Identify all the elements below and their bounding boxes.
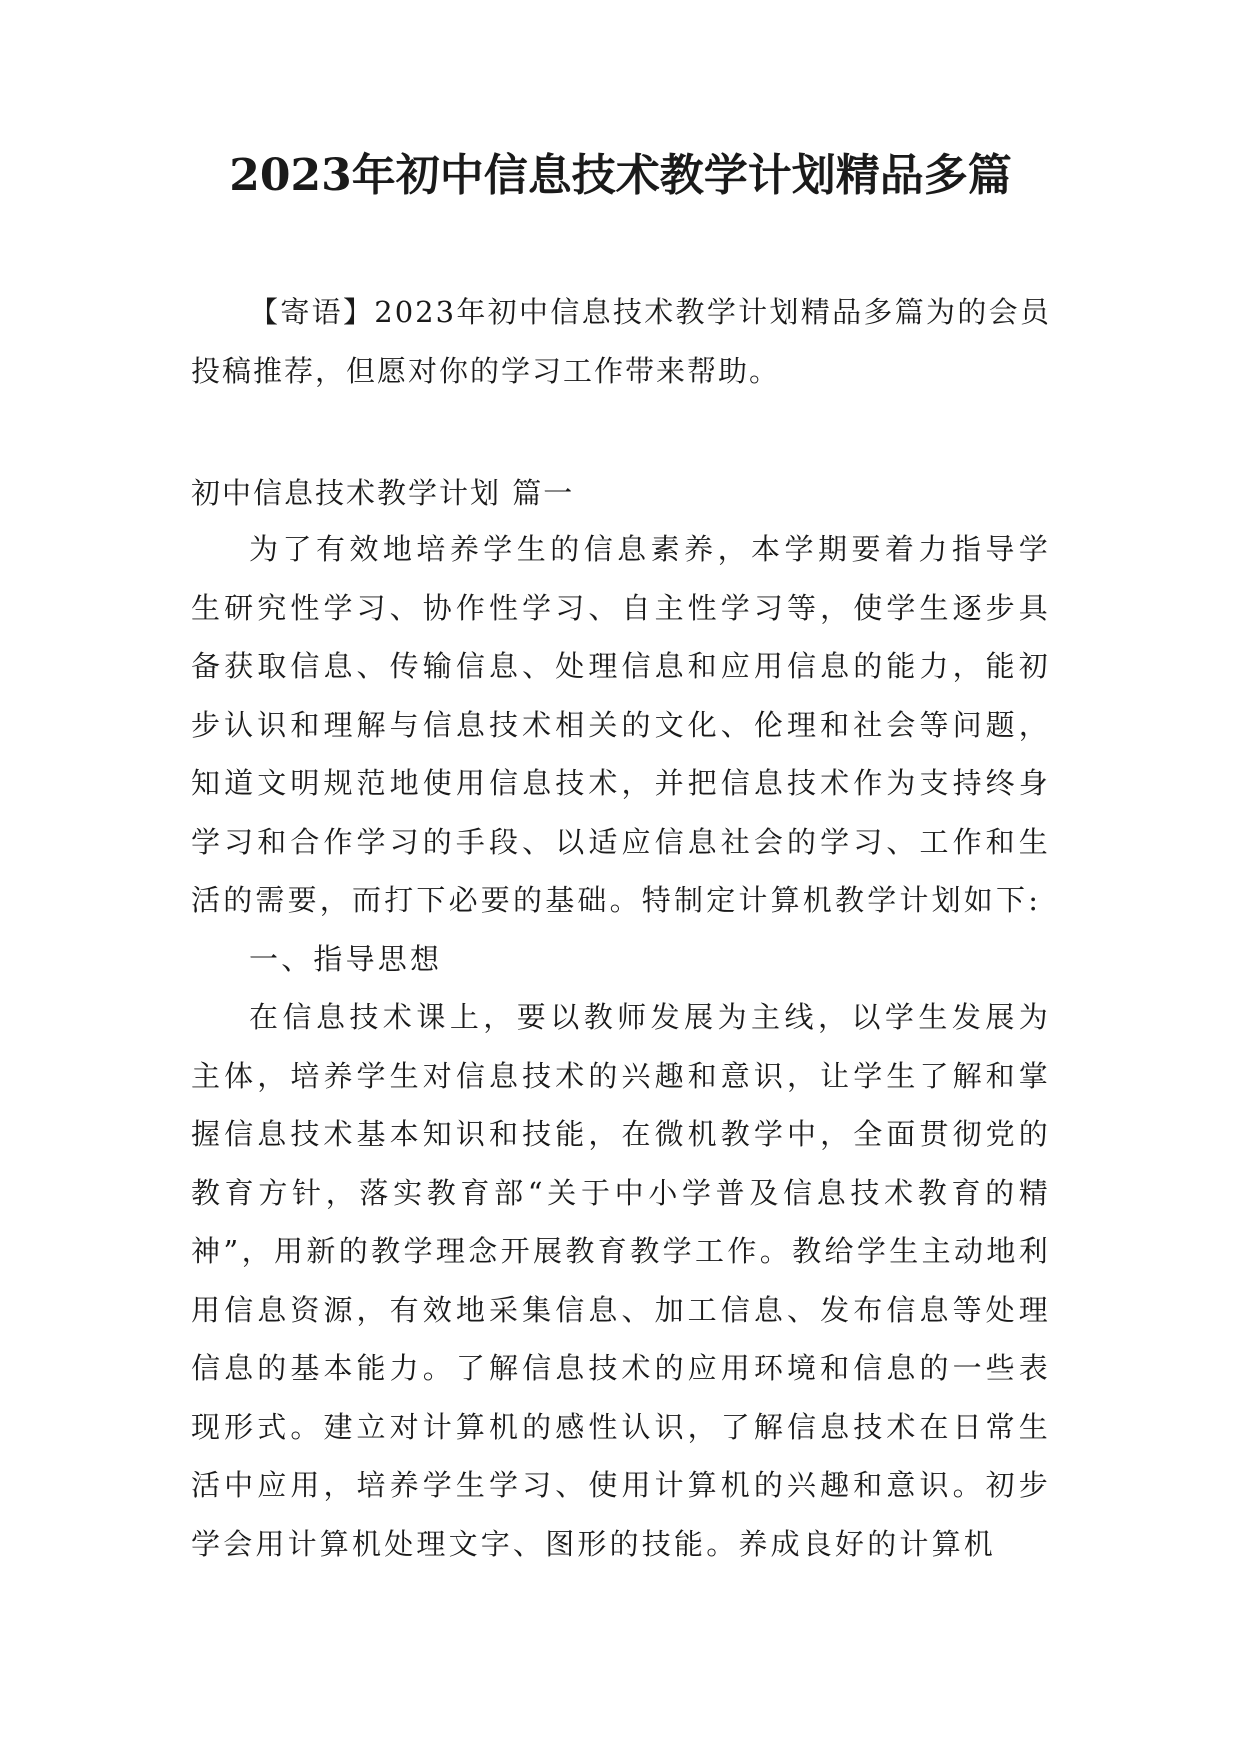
section-heading: 初中信息技术教学计划 篇一 — [191, 476, 575, 510]
document-title: 2023年初中信息技术教学计划精品多篇 — [229, 150, 1012, 201]
body-paragraph-1: 为了有效地培养学生的信息素养，本学期要着力指导学生研究性学习、协作性学习、自主性学习等，使学生逐步具备获取信息、传输信息、处理信息和应用信息的能力，能初步认识和理解与信息技术相关的文化、伦理和社会等问题，知道文明规范地使用信息技术，并把信息技术作为支持终身学习和合作学习的手段、以适应信息社会的学习、工作和生活的需要，而打下必要的基础。特制定计算机教学计划如下: — [191, 532, 1051, 917]
foreword-paragraph: 【寄语】2023年初中信息技术教学计划精品多篇为的会员投稿推荐，但愿对你的学习工作带来帮助。 — [191, 295, 1051, 388]
body-paragraph-2: 在信息技术课上，要以教师发展为主线，以学生发展为主体，培养学生对信息技术的兴趣和意识，让学生了解和掌握信息技术基本知识和技能，在微机教学中，全面贯彻党的教育方针，落实教育部“关于中小学普及信息技术教育的精神”，用新的教学理念开展教育教学工作。教给学生主动地利用信息资源，有效地采集信息、加工信息、发布信息等处理信息的基本能力。了解信息技术的应用环境和信息的一些表现形式。建立对计算机的感性认识，了解信息技术在日常生活中应用，培养学生学习、使用计算机的兴趣和意识。初步学会用计算机处理文字、图形的技能。养成良好的计算机 — [191, 1000, 1051, 1561]
sub-heading: 一、指导思想 — [249, 942, 443, 976]
